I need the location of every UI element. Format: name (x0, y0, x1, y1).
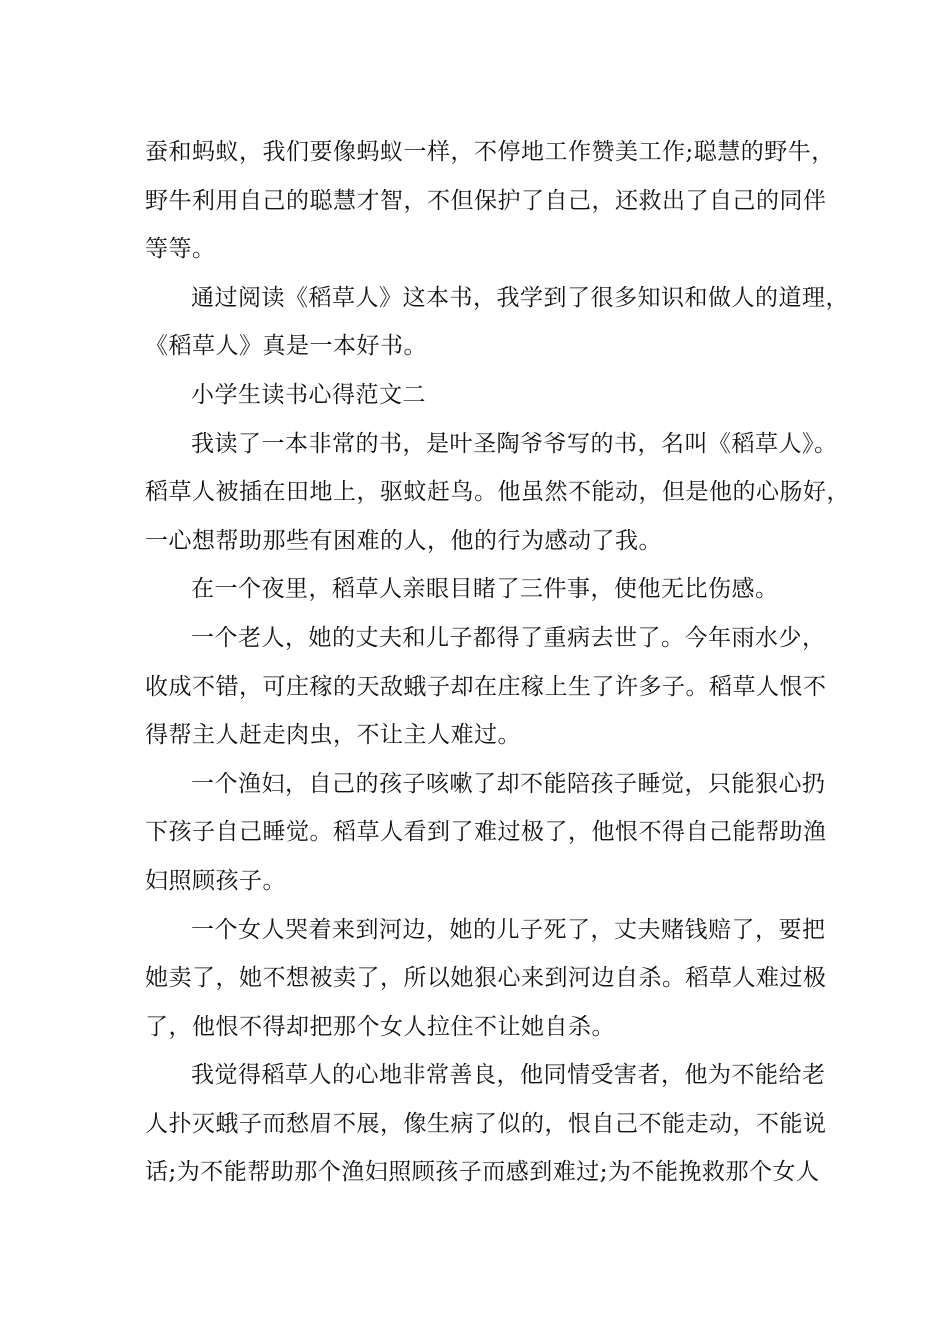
text-line: 妇照顾孩子。 (145, 867, 286, 894)
text-line: 下孩子自己睡觉。稻草人看到了难过极了，他恨不得自己能帮助渔 (145, 819, 827, 846)
paragraph-5 (145, 614, 825, 760)
text-line: 一个渔妇，自己的孩子咳嗽了却不能陪孩子睡觉，只能狠心扔 (191, 770, 826, 797)
text-line: 她卖了，她不想被卖了，所以她狠心来到河边自杀。稻草人难过极 (145, 965, 827, 992)
text-line: 一个老人，她的丈夫和儿子都得了重病去世了。今年雨水少， (191, 624, 826, 651)
text-line: 通过阅读《稻草人》这本书，我学到了很多知识和做人的道理， (191, 284, 849, 311)
text-line: 在一个夜里，稻草人亲眼目睹了三件事，使他无比伤感。 (191, 576, 779, 603)
paragraph-3 (145, 420, 850, 566)
section-heading (145, 371, 825, 420)
text-line: 我觉得稻草人的心地非常善良，他同情受害者，他为不能给老 (191, 1062, 826, 1089)
text-line: 收成不错，可庄稼的天敌蛾子却在庄稼上生了许多子。稻草人恨不 (145, 673, 827, 700)
text-line: 等等。 (145, 236, 216, 263)
text-line: 一个女人哭着来到河边，她的儿子死了，丈夫赌钱赔了，要把 (191, 916, 826, 943)
document-body (145, 128, 850, 1197)
text-line: 得帮主人赶走肉虫，不让主人难过。 (145, 722, 521, 749)
text-line: 一心想帮助那些有困难的人，他的行为感动了我。 (145, 527, 662, 554)
text-line: 了，他恨不得却把那个女人拉住不让她自杀。 (145, 1013, 615, 1040)
paragraph-4 (145, 565, 825, 614)
paragraph-2 (145, 274, 849, 371)
text-line: 野牛利用自己的聪慧才智，不但保护了自己，还救出了自己的同伴 (145, 187, 827, 214)
paragraph-1 (145, 128, 835, 274)
text-line: 《稻草人》真是一本好书。 (145, 333, 427, 360)
text-line: 稻草人被插在田地上，驱蚊赶鸟。他虽然不能动，但是他的心肠好， (145, 479, 850, 506)
paragraph-7 (145, 906, 825, 1052)
paragraph-6 (145, 760, 825, 906)
text-line: 蚕和蚂蚁，我们要像蚂蚁一样，不停地工作赞美工作;聪慧的野牛， (145, 139, 835, 165)
paragraph-8 (145, 1051, 825, 1197)
text-line: 我读了一本非常的书，是叶圣陶爷爷写的书，名叫《稻草人》。 (191, 430, 838, 457)
text-line: 人扑灭蛾子而愁眉不展，像生病了似的，恨自己不能走动，不能说 (145, 1110, 827, 1137)
text-line: 话;为不能帮助那个渔妇照顾孩子而感到难过;为不能挽救那个女人 (145, 1159, 820, 1186)
heading-text: 小学生读书心得范文二 (191, 381, 426, 408)
